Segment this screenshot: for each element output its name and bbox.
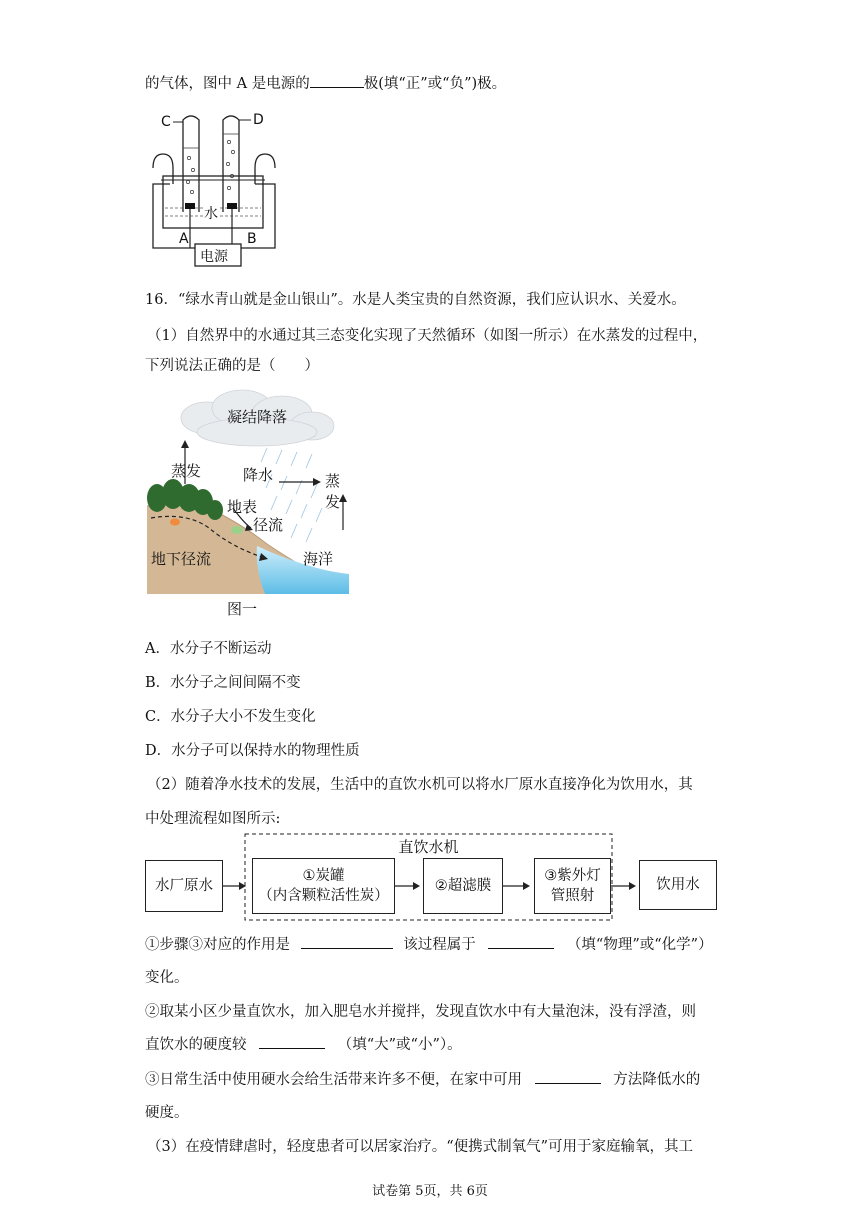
step2-ultrafiltration-box: ②超滤膜 [423,858,503,914]
raw-water-box: 水厂原水 [145,860,223,912]
option-d[interactable]: D．水分子可以保持水的物理性质 [145,743,360,759]
option-a[interactable]: A．水分子不断运动 [145,641,272,657]
q16-p3-line1: （3）在疫情肆虐时，轻度患者可以居家治疗。“便携式制氧气”可用于家庭输氧，其工 [147,1139,694,1155]
label-b: B [247,231,257,247]
figure-caption: 图一 [227,600,258,618]
drinking-water-box: 饮用水 [639,860,717,910]
answer-blank[interactable] [259,1034,325,1049]
label-water: 水 [204,203,218,223]
option-c[interactable]: C．水分子大小不发生变化 [145,709,316,725]
q15-tail-line [145,72,506,93]
q16-p2-line2: 中处理流程如图所示: [145,811,281,827]
label-surface-1: 地表 [227,498,258,516]
step1-carbon-tank-box [252,858,395,914]
subq3-line1: ③日常生活中使用硬水会给生活带来许多不便，在家中可用 方法降低水的 [145,1068,700,1089]
q15-text-post: 极(填“正”或“负”)极。 [363,76,507,92]
subq3-line2: 硬度。 [145,1105,189,1121]
answer-blank[interactable] [310,73,364,88]
q16-p2-line1: （2）随着净水技术的发展，生活中的直饮水机可以将水厂原水直接净化为饮用水，其 [147,777,693,793]
subq2-line2: 直饮水的硬度较 （填“大”或“小”）。 [145,1033,462,1054]
step3-line2: 管照射 [550,888,595,904]
label-ocean: 海洋 [303,550,334,568]
subq1-line1: ①步骤③对应的作用是 该过程属于 （填“物理”或“化学”） [145,933,713,954]
label-d: D [253,112,264,128]
label-c: C [161,114,171,130]
option-b[interactable]: B．水分子之间间隔不变 [145,675,301,691]
subq2-line1: ②取某小区少量直饮水，加入肥皂水并搅拌，发现直饮水中有大量泡沫，没有浮渣，则 [145,1004,696,1020]
label-a: A [179,231,189,247]
step1-line2: （内含颗粒活性炭） [258,888,389,904]
answer-blank[interactable] [535,1069,601,1084]
answer-blank[interactable] [488,934,554,949]
q16-stem: 16．“绿水青山就是金山银山”。水是人类宝贵的自然资源，我们应认识水、关爱水。 [145,292,686,308]
purification-flow-diagram [145,832,720,924]
label-evap-right: 蒸发 [325,472,341,511]
answer-blank[interactable] [301,934,393,949]
electrolysis-figure [145,108,285,268]
water-cycle-figure [147,388,349,618]
step3-uv-box [534,858,611,914]
subq1-line2: 变化。 [145,970,189,986]
label-cloud: 凝结降落 [227,408,288,426]
label-rain: 降水 [243,466,274,484]
q15-text-pre: 的气体，图中 A 是电源的 [145,76,310,92]
machine-title: 直饮水机 [398,838,459,856]
step1-line1: ①炭罐 [302,868,345,884]
q16-p1-line1: （1）自然界中的水通过其三态变化实现了天然循环（如图一所示）在水蒸发的过程中， [147,328,708,344]
q16-p1-line2: 下列说法正确的是（ ） [145,358,319,374]
page-footer: 试卷第 5页，共 6页 [372,1184,488,1199]
label-power: 电源 [200,249,228,265]
label-surface-2: 径流 [253,516,284,534]
label-underground: 地下径流 [151,550,212,568]
label-evap-left: 蒸发 [171,462,202,480]
step3-line1: ③紫外灯 [544,868,601,884]
